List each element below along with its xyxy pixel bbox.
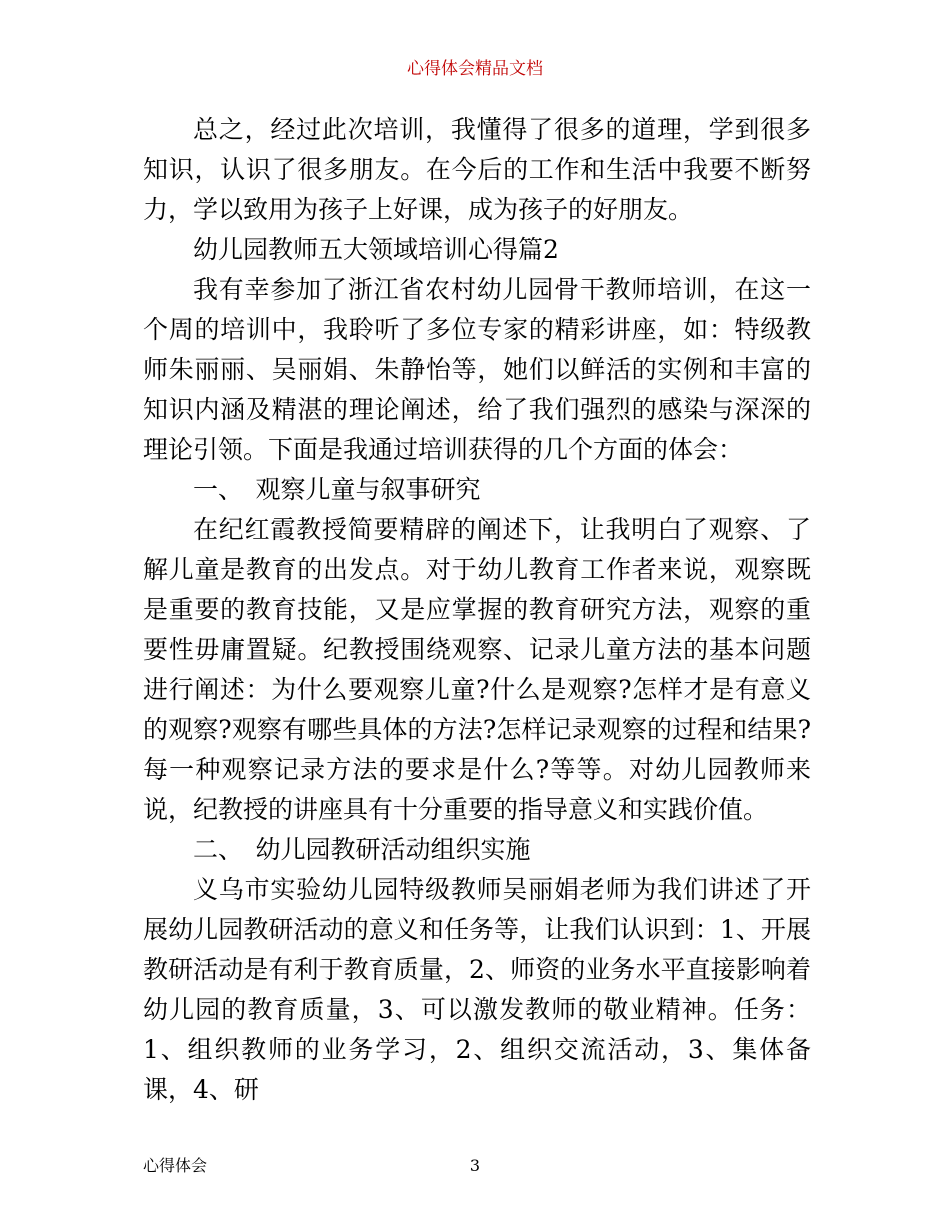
heading-research-activities: 二、 幼儿园教研活动组织实施: [193, 835, 531, 864]
paragraph-intro: 我有幸参加了浙江省农村幼儿园骨干教师培训，在这一个周的培训中，我聆听了多位专家的精彩讲座，如：特级教师朱丽丽、吴丽娟、朱静怡等，她们以鲜活的实例和丰富的知识内涵及精湛的理论阐述，给了我们强烈的感染与深深的理论引领。下面是我通过培训获得的几个方面的体会：: [143, 275, 811, 464]
page-number: 3: [469, 1156, 481, 1175]
paragraph-research-activities: 义乌市实验幼儿园特级教师吴丽娟老师为我们讲述了开展幼儿园教研活动的意义和任务等，让我们认识到：1、开展教研活动是有利于教育质量，2、师资的业务水平直接影响着幼儿园的教育质量，3、可以激发教师的敬业精神。任务：1、组织教师的业务学习，2、组织交流活动，3、集体备课，4、研: [143, 875, 811, 1104]
section-title: 幼儿园教师五大领域培训心得篇2: [193, 235, 559, 264]
footer-label: 心得体会: [143, 1156, 208, 1175]
paragraph-observation: 在纪红霞教授简要精辟的阐述下，让我明白了观察、了解儿童是教育的出发点。对于幼儿教育工作者来说，观察既是重要的教育技能，又是应掌握的教育研究方法，观察的重要性毋庸置疑。纪教授围绕观察、记录儿童方法的基本问题进行阐述：为什么要观察儿童?什么是观察?怎样才是有意义的观察?观察有哪些具体的方法?怎样记录观察的过程和结果?每一种观察记录方法的要求是什么?等等。对幼儿园教师来说，纪教授的讲座具有十分重要的指导意义和实践价值。: [143, 515, 811, 824]
paragraph-conclusion: 总之，经过此次培训，我懂得了很多的道理，学到很多知识，认识了很多朋友。在今后的工作和生活中我要不断努力，学以致用为孩子上好课，成为孩子的好朋友。: [143, 115, 811, 224]
document-body: [143, 110, 811, 1110]
heading-observation: 一、 观察儿童与叙事研究: [193, 475, 481, 504]
header-title: 心得体会精品文档: [407, 59, 543, 79]
